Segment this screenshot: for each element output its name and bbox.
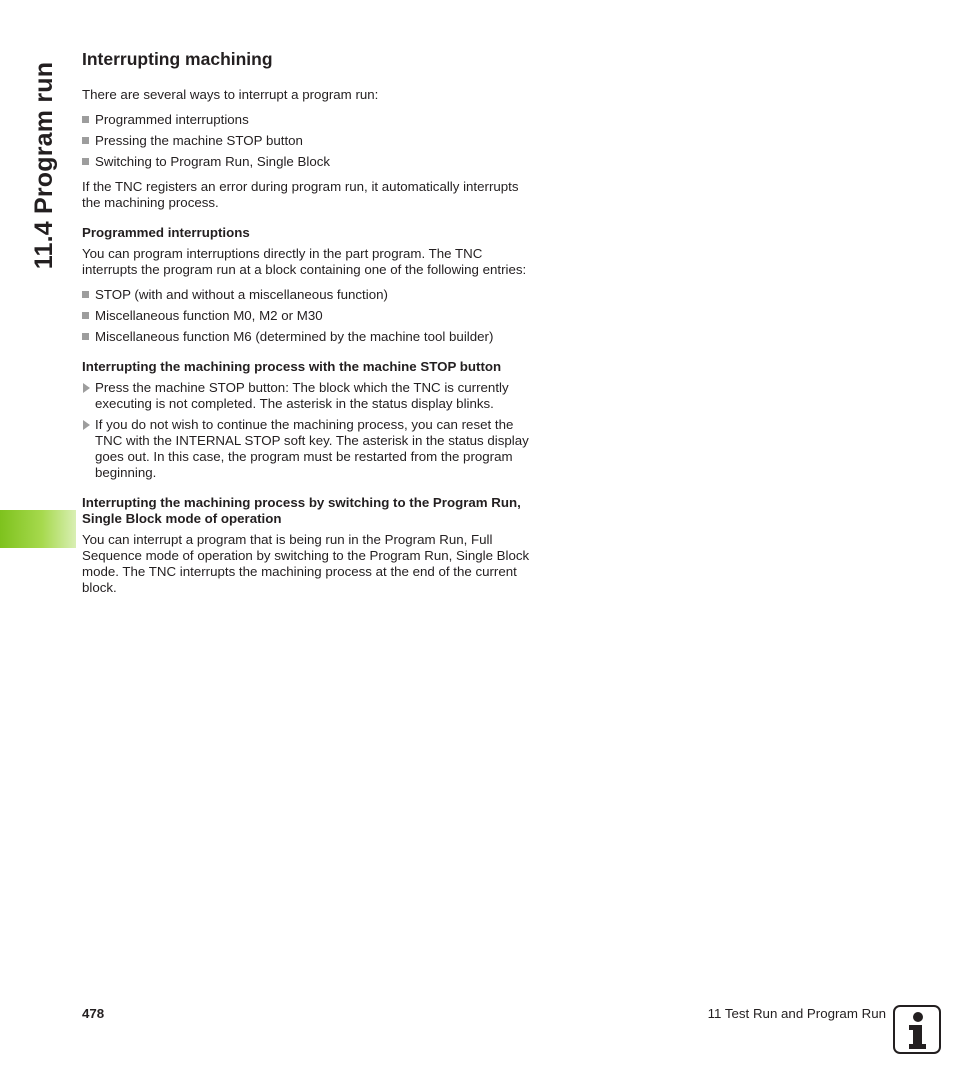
programmed-interruptions-section: [82, 225, 532, 345]
section-paragraph: You can program interruptions directly in the part program. The TNC interrupts the program run at a block containing one of the following entries:: [82, 246, 527, 277]
list-item: Pressing the machine STOP button: [82, 133, 532, 149]
ways-list: [82, 112, 532, 170]
list-item: Miscellaneous function M6 (determined by the machine tool builder): [82, 329, 532, 345]
triangle-bullet-icon: [83, 420, 90, 430]
list-item: Press the machine STOP button: The block which the TNC is currently executing is not completed. The asterisk in the status display blinks.: [82, 380, 532, 412]
section-heading: Interrupting the machining process by switching to the Program Run, Single Block mode of operation: [82, 495, 521, 526]
section-heading: Interrupting the machining process with the machine STOP button: [82, 359, 502, 374]
square-bullet-icon: [82, 137, 89, 144]
info-icon: [893, 1005, 941, 1054]
triangle-bullet-icon: [83, 383, 90, 393]
list-item: STOP (with and without a miscellaneous function): [82, 287, 532, 303]
entries-list: [82, 287, 532, 345]
chapter-tab-marker: [0, 510, 76, 548]
square-bullet-icon: [82, 291, 89, 298]
square-bullet-icon: [82, 333, 89, 340]
stop-button-section: [82, 359, 532, 481]
chapter-footer: 11 Test Run and Program Run: [707, 1006, 886, 1021]
square-bullet-icon: [82, 312, 89, 319]
steps-list: [82, 380, 532, 481]
list-item: Miscellaneous function M0, M2 or M30: [82, 308, 532, 324]
info-glyph: [895, 1007, 939, 1052]
side-section-title-text: 11.4 Program run: [30, 61, 59, 269]
list-item: Switching to Program Run, Single Block: [82, 154, 532, 170]
page-number: 478: [82, 1006, 105, 1021]
side-section-title: [28, 50, 62, 280]
main-content: [82, 48, 532, 605]
error-paragraph: If the TNC registers an error during program run, it automatically interrupts the machining process.: [82, 179, 519, 210]
list-item: Programmed interruptions: [82, 112, 532, 128]
page-heading: Interrupting machining: [82, 49, 273, 69]
list-item: If you do not wish to continue the machining process, you can reset the TNC with the INTERNAL STOP soft key. The asterisk in the status display goes out. In this case, the program must be restarted from the program beginning.: [82, 417, 532, 481]
section-heading: Programmed interruptions: [82, 225, 250, 240]
square-bullet-icon: [82, 116, 89, 123]
single-block-section: [82, 495, 532, 596]
square-bullet-icon: [82, 158, 89, 165]
section-paragraph: You can interrupt a program that is being run in the Program Run, Full Sequence mode of operation by switching to the Program Run, Single Block mode. The TNC interrupts the machining process at the end of the current block.: [82, 532, 530, 595]
intro-paragraph: There are several ways to interrupt a program run:: [82, 87, 379, 102]
